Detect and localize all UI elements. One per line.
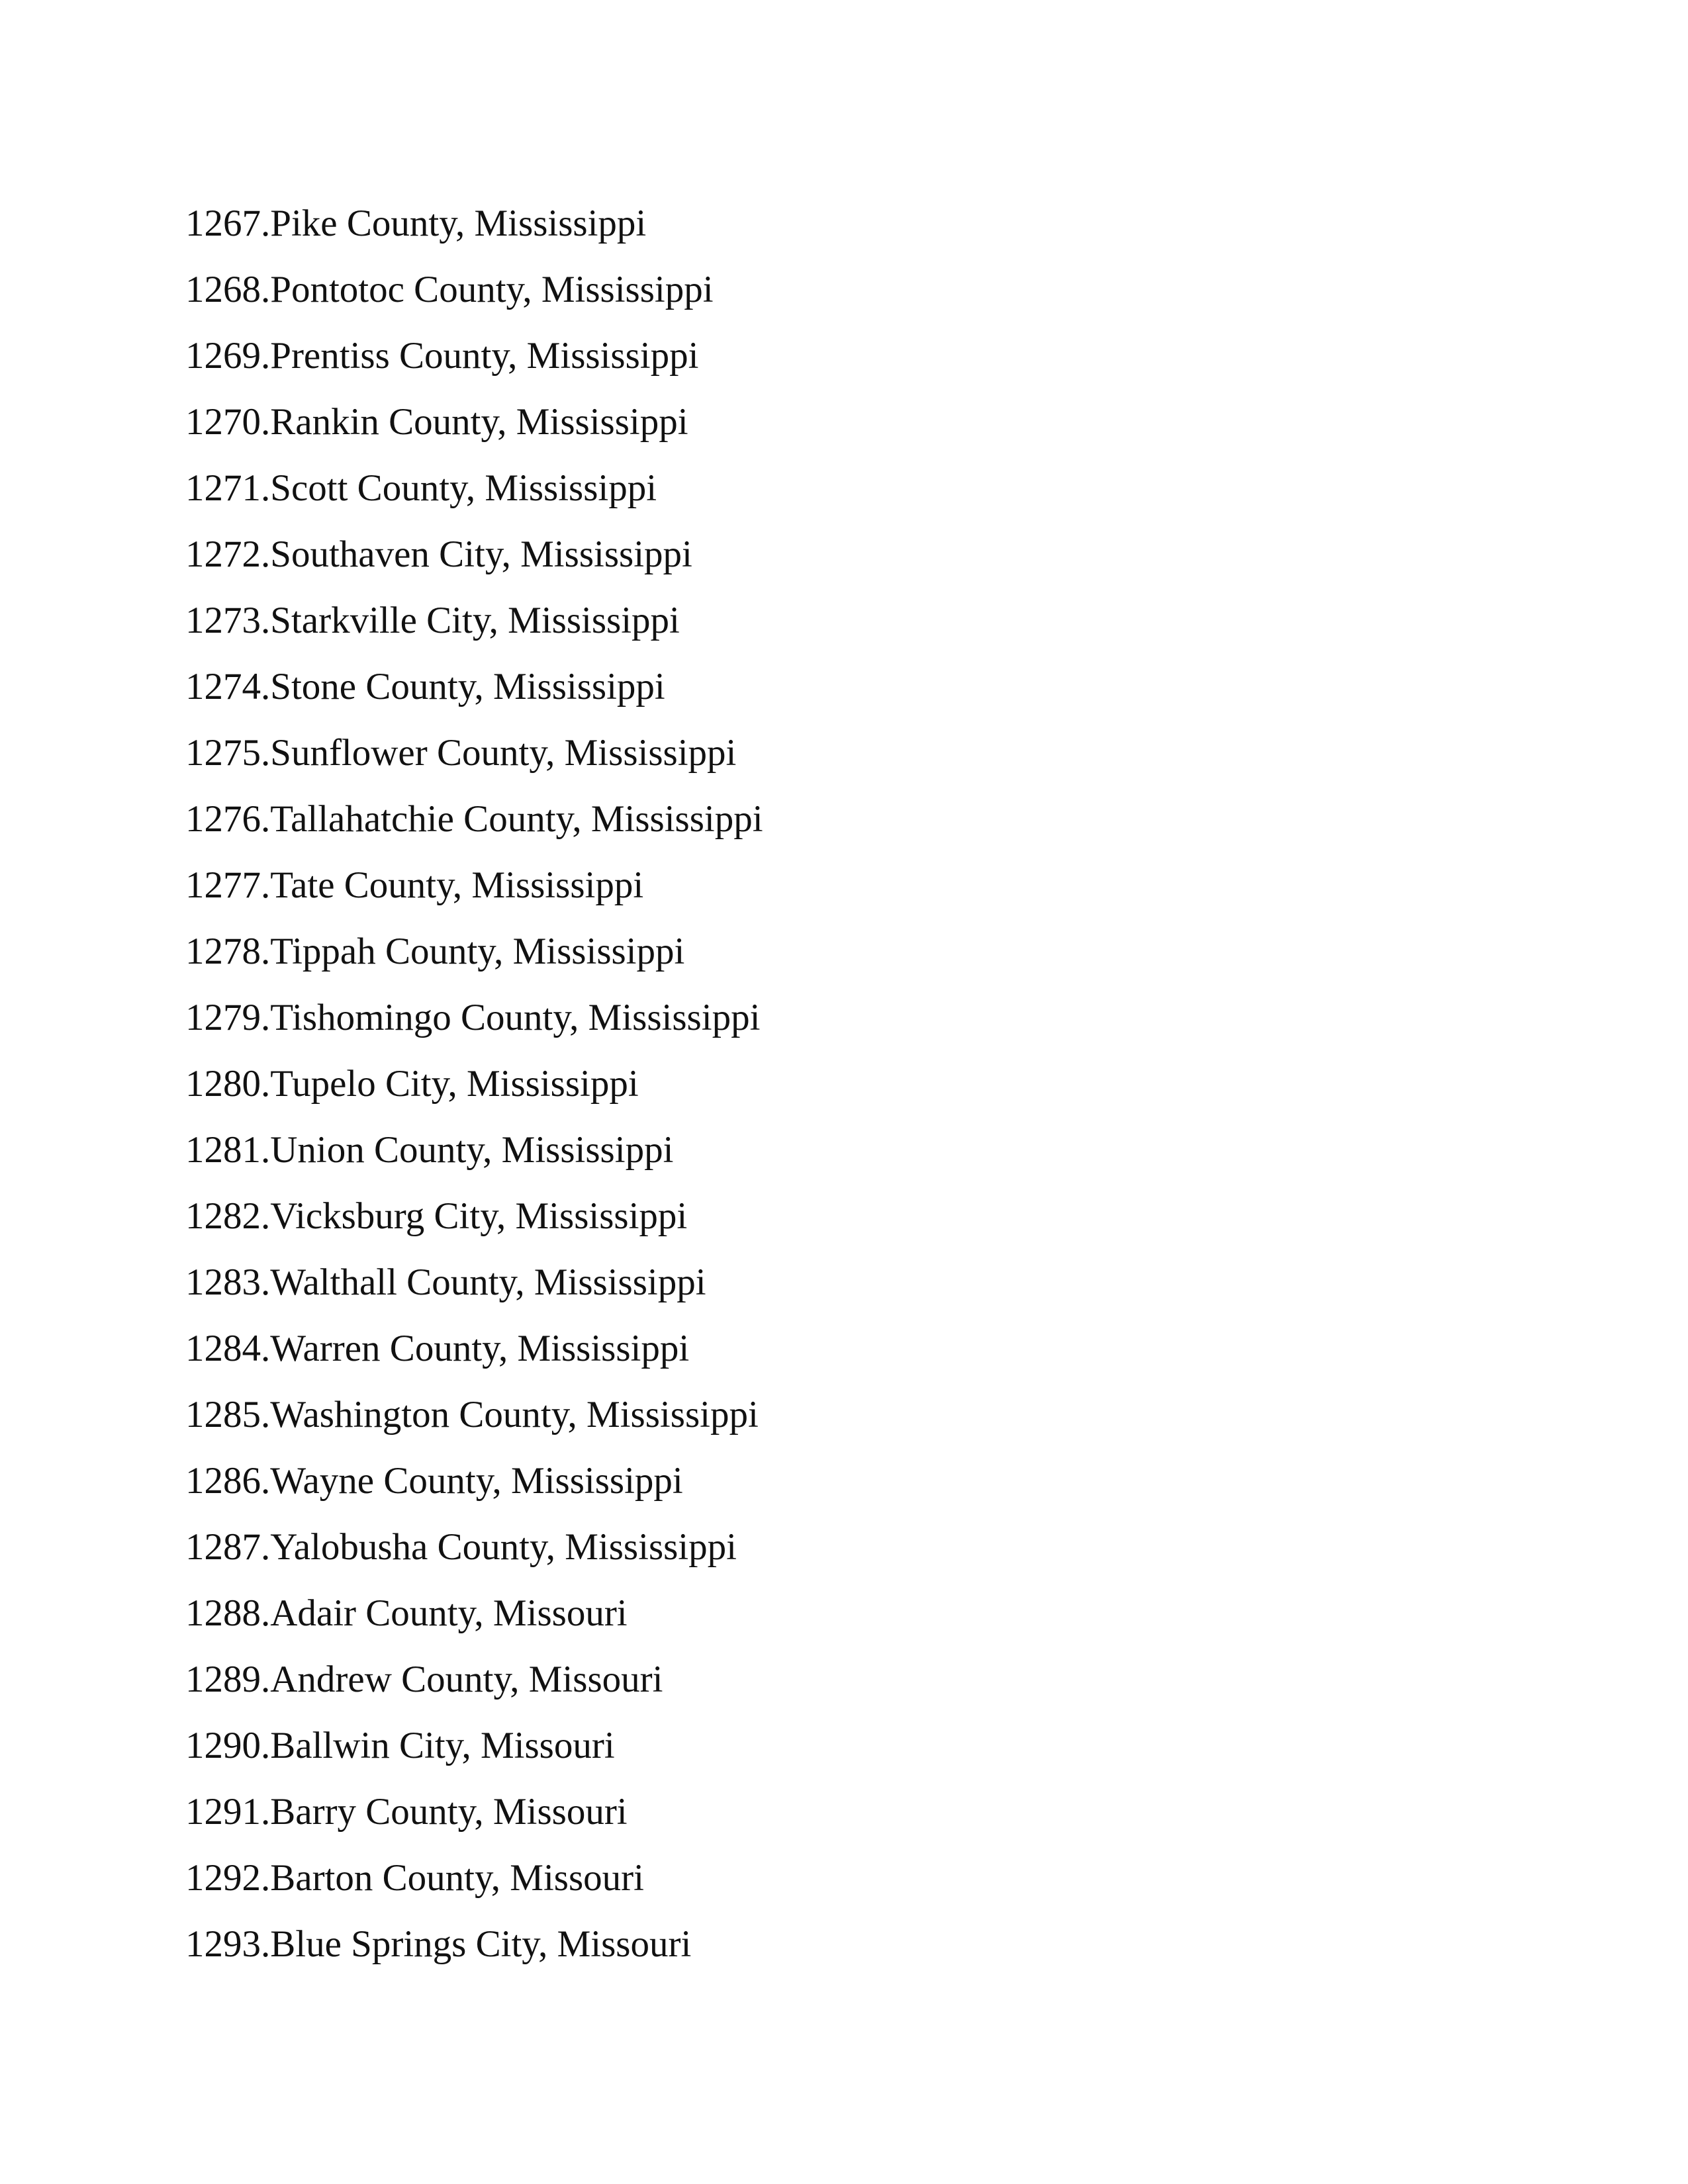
list-item: 1277.Tate County, Mississippi	[185, 864, 644, 906]
list-item: 1280.Tupelo City, Mississippi	[185, 1063, 639, 1105]
list-item: 1269.Prentiss County, Mississippi	[185, 335, 699, 377]
list-item: 1289.Andrew County, Missouri	[185, 1659, 663, 1700]
list-item: 1284.Warren County, Mississippi	[185, 1328, 690, 1369]
list-item: 1283.Walthall County, Mississippi	[185, 1261, 706, 1303]
list-item: 1291.Barry County, Missouri	[185, 1791, 628, 1833]
list-item: 1279.Tishomingo County, Mississippi	[185, 997, 761, 1038]
list-item: 1274.Stone County, Mississippi	[185, 666, 665, 707]
list-item: 1267.Pike County, Mississippi	[185, 203, 647, 244]
list-item: 1270.Rankin County, Mississippi	[185, 401, 688, 443]
list-item: 1282.Vicksburg City, Mississippi	[185, 1195, 688, 1237]
list-item: 1272.Southaven City, Mississippi	[185, 533, 692, 575]
list-item: 1285.Washington County, Mississippi	[185, 1394, 759, 1435]
list-item: 1268.Pontotoc County, Mississippi	[185, 269, 714, 310]
list-item: 1271.Scott County, Mississippi	[185, 467, 657, 509]
numbered-list	[185, 191, 1509, 1978]
list-item: 1290.Ballwin City, Missouri	[185, 1725, 615, 1766]
list-item: 1281.Union County, Mississippi	[185, 1129, 674, 1171]
list-item: 1278.Tippah County, Mississippi	[185, 931, 685, 972]
list-item: 1276.Tallahatchie County, Mississippi	[185, 798, 763, 840]
list-item: 1286.Wayne County, Mississippi	[185, 1460, 683, 1502]
list-item: 1273.Starkville City, Mississippi	[185, 600, 680, 641]
list-item: 1288.Adair County, Missouri	[185, 1592, 628, 1634]
list-item: 1275.Sunflower County, Mississippi	[185, 732, 737, 774]
list-item: 1292.Barton County, Missouri	[185, 1857, 644, 1899]
list-item: 1293.Blue Springs City, Missouri	[185, 1923, 692, 1965]
list-item: 1287.Yalobusha County, Mississippi	[185, 1526, 737, 1568]
